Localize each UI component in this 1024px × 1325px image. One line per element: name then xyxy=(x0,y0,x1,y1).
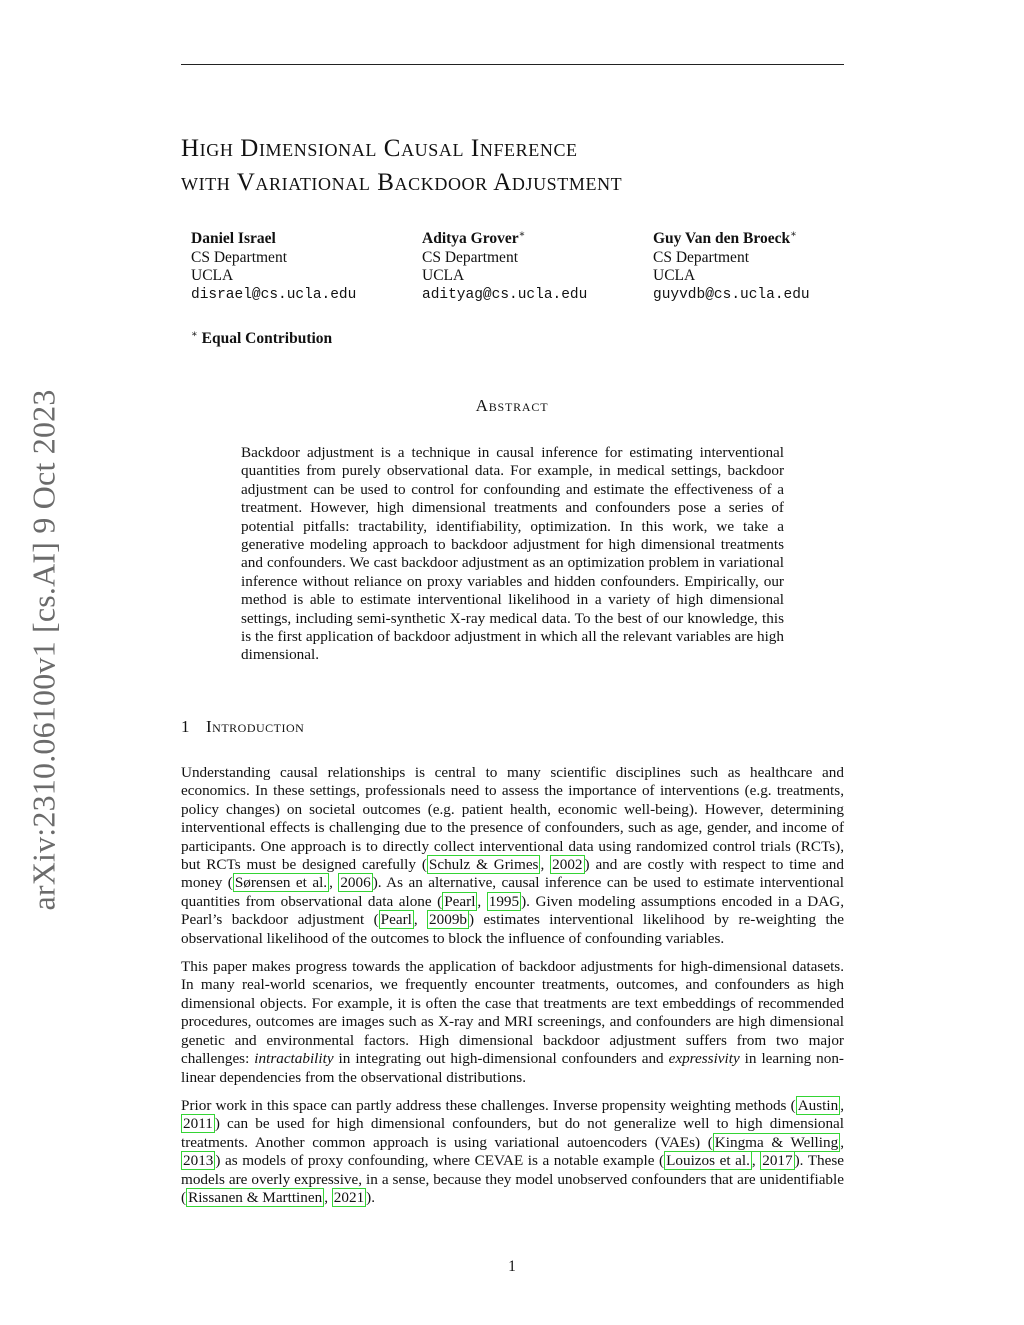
author-affiliation: UCLA xyxy=(191,267,234,285)
author-name: Daniel Israel xyxy=(191,230,276,248)
author-department: CS Department xyxy=(191,248,287,266)
abstract-heading: Abstract xyxy=(475,396,549,415)
citation-author: Pearl xyxy=(444,892,476,910)
author-department: CS Department xyxy=(422,248,518,266)
text-span: ) and are costly with respect to time and money ( xyxy=(181,856,844,892)
text-span: in integrating out high-dimensional confounders and xyxy=(333,1050,669,1068)
emphasis: expressivity xyxy=(668,1050,740,1068)
citation-author: Louizos et al. xyxy=(666,1152,750,1170)
text-span: ) can be used for high dimensional confounders, but do not generalize well to high dimensional treatments. Another common approach is using variational autoencoders (VAEs) ( xyxy=(181,1115,844,1151)
author-email[interactable]: guyvdb@cs.ucla.edu xyxy=(653,286,810,303)
author-1 xyxy=(191,226,356,304)
paragraph-3: Prior work in this space can partly address these challenges. Inverse propensity weighting methods ( Austin , 2011 ) can be used for high dimensional confounders, but do not generalize well to high dimensional treatments. Another common approach is using variational autoencoders (VAEs) ( Kingma & Welling , 2013 ) as models of proxy confounding, where CEVAE is a notable example ( Louizos et al. , 2017 ). These models are overly expressive, in a sense, because they model unobserved confounders that are unidentifiable ( Rissanen & Marttinen , 2021 ). xyxy=(181,1096,845,1206)
author-marker: ∗ xyxy=(518,229,526,240)
text-span: ). Given modeling assumptions encoded in a DAG, Pearl’s backdoor adjustment ( xyxy=(181,892,844,929)
text-span: ) estimates interventional likelihood by re-weighting the observational likelihood of the outcomes to block the influence of confounding variables. xyxy=(181,911,845,947)
citation-link[interactable] xyxy=(427,855,541,874)
text-span: Understanding causal relationships is central to many scientific disciplines such as healthcare and economics. In these settings, professionals need to assess the importance of interventions (e.g. treatments, policy changes) on societal outcomes (e.g. patient health, economic well-being). However, determining interventional effects is challenging due to the presence of confounders, such as age, gender, and income of participants. One approach is to directly collect interventional data using randomized control trials (RCTs), but RCTs must be designed carefully ( xyxy=(181,764,844,874)
section-number: 1 xyxy=(181,717,190,736)
text-span: ). xyxy=(366,1188,376,1206)
citation-link[interactable] xyxy=(442,892,477,911)
emphasis: intractability xyxy=(254,1050,334,1068)
citation-year: 2002 xyxy=(552,856,583,874)
citation-author: Schulz & Grimes xyxy=(428,856,539,874)
citation-year: 2006 xyxy=(340,874,371,892)
author-name: Aditya Grover xyxy=(422,230,519,248)
abstract-text: Backdoor adjustment is a technique in causal inference for estimating interventional quantities from purely observational data. For example, in medical settings, backdoor adjustment can be used to control for confounding and estimate the effectiveness of a treatment. However, high dimensional treatments and confounders pose a series of potential pitfalls: tractability, identifiability, optimization. In this work, we take a generative modeling approach to backdoor adjustment for high dimensional treatments and confounders. We cast backdoor adjustment as an optimization problem in variational inference without reliance on proxy variables and hidden confounders. Empirically, our method is able to estimate interventional likelihood in a variety of high dimensional settings, including semi-synthetic X-ray medical data. To the best of our knowledge, this is the first application of backdoor adjustment in which all the relevant variables are high dimensional. xyxy=(241,444,784,664)
header-rule xyxy=(181,64,844,65)
author-3 xyxy=(653,226,810,304)
citation-link[interactable] xyxy=(233,873,329,892)
text-span: ) as models of proxy confounding, where CEVAE is a notable example ( xyxy=(215,1152,665,1170)
citation-link[interactable] xyxy=(338,873,372,892)
citation-link[interactable] xyxy=(487,892,521,911)
citation-link[interactable] xyxy=(664,1151,752,1170)
author-name: Guy Van den Broeck xyxy=(653,230,791,248)
citation-author: Austin xyxy=(797,1096,839,1114)
citation-year: 1995 xyxy=(488,892,520,910)
equal-contribution-note xyxy=(191,329,332,348)
citation-link[interactable] xyxy=(760,1151,794,1170)
author-2 xyxy=(422,226,587,304)
citation-year: 2011 xyxy=(183,1115,213,1133)
citation-author: Kingma & Welling xyxy=(714,1133,839,1151)
page-number: 1 xyxy=(508,1258,516,1275)
section-title: Introduction xyxy=(206,717,305,736)
title-line-1: High Dimensional Causal Inference xyxy=(181,135,578,162)
paragraph-2 xyxy=(181,958,844,1087)
citation-link[interactable] xyxy=(796,1096,841,1115)
citation-link[interactable] xyxy=(427,910,469,929)
author-email[interactable]: adityag@cs.ucla.edu xyxy=(422,286,588,303)
text-span: ). As an alternative, causal inference can be used to estimate interventional quantities from observational data alone ( xyxy=(181,874,844,910)
equal-text: Equal Contribution xyxy=(197,330,333,348)
citation-link[interactable] xyxy=(181,1151,215,1170)
citation-year: 2017 xyxy=(762,1152,793,1170)
citation-link[interactable] xyxy=(379,910,414,929)
citation-year: 2009b xyxy=(429,911,467,929)
author-affiliation: UCLA xyxy=(653,267,696,285)
text-span: in learning non-linear dependencies from the observational distributions. xyxy=(181,1050,844,1086)
text-span: This paper makes progress towards the application of backdoor adjustments for high-dimensional datasets. In many real-world scenarios, we frequently encounter treatments, outcomes, and confounders as high dimensional objects. For example, it is often the case that treatments are text embeddings of recommended procedures, outcomes are images such as X-ray and MRI screenings, and confounders are high dimensional genetic and environmental factors. High dimensional backdoor adjustment suffers from two major challenges: xyxy=(181,958,844,1068)
citation-link[interactable] xyxy=(181,1114,215,1133)
citation-author: Rissanen & Marttinen xyxy=(188,1188,323,1206)
author-department: CS Department xyxy=(653,248,749,266)
citation-link[interactable] xyxy=(186,1188,324,1207)
citation-year: 2013 xyxy=(183,1152,214,1170)
title-line-2: with Variational Backdoor Adjustment xyxy=(181,169,623,196)
author-marker: ∗ xyxy=(790,229,797,240)
author-affiliation: UCLA xyxy=(422,267,465,285)
author-email[interactable]: disrael@cs.ucla.edu xyxy=(191,286,357,303)
citation-link[interactable] xyxy=(713,1133,840,1152)
introduction-heading xyxy=(181,717,304,737)
arxiv-identifier: arXiv:2310.06100v1 [cs.AI] 9 Oct 2023 xyxy=(25,389,62,911)
text-span: ). These models are overly expressive, in a sense, because they model unobserved confounders that are unidentifiable ( xyxy=(181,1152,845,1206)
paragraph-1: Understanding causal relationships is central to many scientific disciplines such as healthcare and economics. In these settings, professionals need to assess the importance of interventions (e.g. treatments, policy changes) on societal outcomes (e.g. patient health, economic well-being). However, determining interventional effects is challenging due to the presence of confounders, such as age, gender, and income of participants. One approach is to directly collect interventional data using randomized control trials (RCTs), but RCTs must be designed carefully ( Schulz & Grimes , 2002 ) and are costly with respect to time and money ( Sørensen et al. , 2006 ). As an alternative, causal inference can be used to estimate interventional quantities from observational data alone ( Pearl , 1995 ). Given modeling assumptions encoded in a DAG, Pearl’s backdoor adjustment ( Pearl , 2009b ) estimates interventional likelihood by re-weighting the observational likelihood of the outcomes to block the influence of confounding variables. xyxy=(181,764,845,947)
text-span: Prior work in this space can partly address these challenges. Inverse propensity weighting methods ( xyxy=(181,1096,796,1114)
citation-author: Sørensen et al. xyxy=(234,874,328,892)
citation-year: 2021 xyxy=(333,1188,365,1206)
introduction-body xyxy=(181,764,844,1217)
citation-link[interactable] xyxy=(550,855,584,874)
paper-title xyxy=(181,132,622,200)
equal-marker: ∗ xyxy=(191,329,198,340)
citation-link[interactable] xyxy=(332,1188,366,1207)
citation-author: Pearl xyxy=(380,911,412,929)
